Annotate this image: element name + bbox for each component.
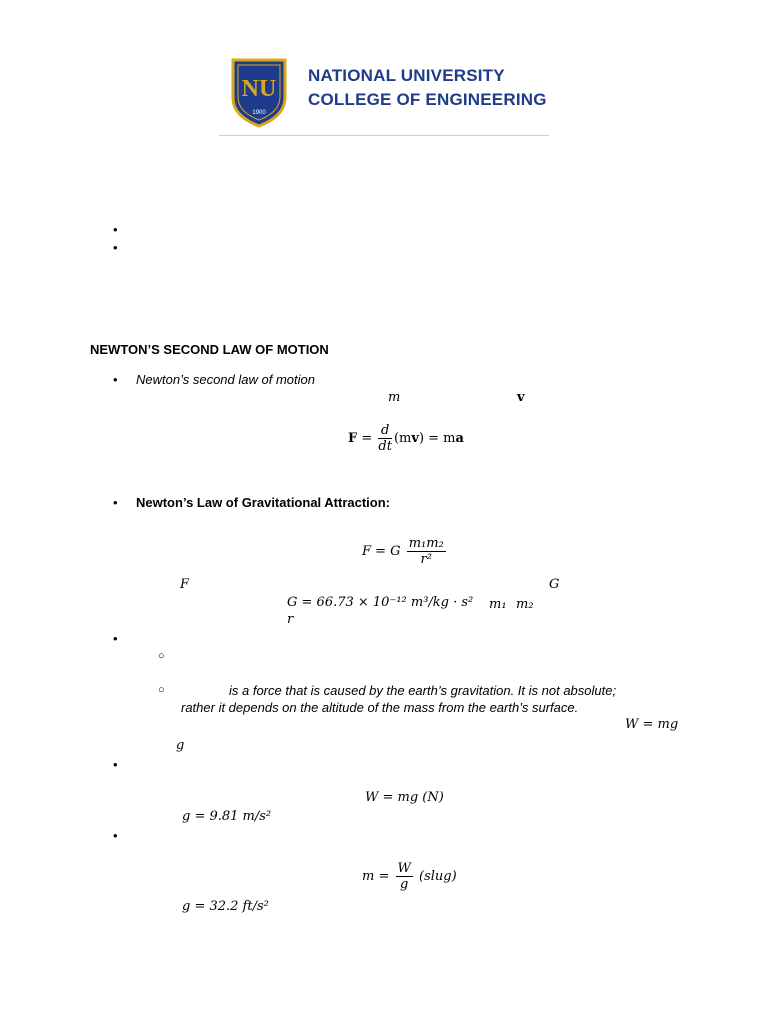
weight-text-line2: rather it depends on the altitude of the mass from the earth’s surface. (181, 700, 579, 715)
sub-bullet-1: ○ (158, 650, 165, 662)
section-heading: NEWTON’S SECOND LAW OF MOTION (90, 342, 329, 357)
header-divider (219, 135, 549, 136)
gravitation-label: Newton’s Law of Gravitational Attraction: (136, 495, 391, 510)
sub-bullet-2: ○ (158, 684, 165, 696)
gravitational-constant: G = 66.73 × 10⁻¹² m³/kg · s² (287, 595, 474, 610)
bullet-si: • (113, 757, 118, 772)
mass-equation: m = $\frac{W}{g}$ (slug) (362, 861, 457, 892)
symbol-v: v (517, 390, 525, 405)
bullet-second-law: • (113, 372, 118, 387)
fps-gravity: g = 32.2 ft/s² (182, 899, 269, 914)
second-law-label: Newton’s second law of motion (136, 372, 315, 387)
symbol-m: m (388, 390, 401, 405)
bullet-2: • (113, 240, 118, 255)
weight-text-line1: is a force that is caused by the earth’s gravitation. It is not absolute; (229, 683, 617, 698)
symbol-G: G (549, 577, 560, 592)
college-name: COLLEGE OF ENGINEERING (308, 90, 547, 109)
university-logo (229, 54, 289, 128)
weight-inline-equation: W = mg (625, 717, 679, 732)
gravitation-equation: F = G $\frac{\text{m₁m₂}}{\text{r²}}$ (362, 536, 444, 567)
logo-letters: NU (241, 76, 277, 102)
symbol-m2: m₂ (516, 597, 534, 612)
symbol-g: g (176, 738, 185, 753)
university-name: NATIONAL UNIVERSITY (308, 66, 505, 85)
symbol-r: r (287, 612, 294, 627)
bullet-fps: • (113, 828, 118, 843)
bullet-gravitation: • (113, 495, 118, 510)
logo-year: 1900 (252, 110, 266, 116)
bullet-1: • (113, 222, 118, 237)
weight-equation: W = mg (N) (365, 790, 444, 805)
symbol-m1: m₁ (489, 597, 507, 612)
si-gravity: g = 9.81 m/s² (182, 809, 272, 824)
second-law-equation: F = $\frac{d}{dt}$ (mv) = ma (348, 423, 464, 454)
symbol-F: F (180, 577, 190, 592)
bullet-3: • (113, 631, 118, 646)
